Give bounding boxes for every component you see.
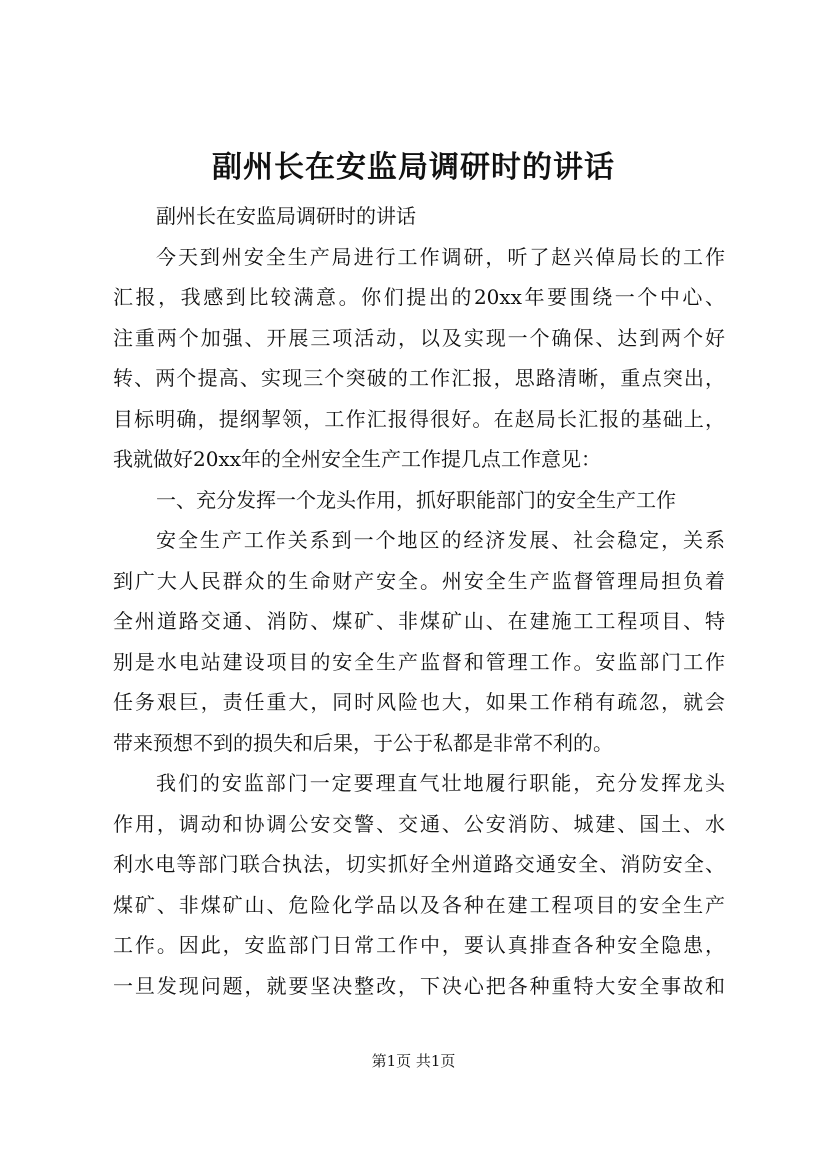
paragraph-line: 我们的安监部门一定要理直气壮地履行职能，充分发挥龙头	[156, 771, 725, 795]
document-body	[113, 196, 725, 1006]
paragraph-line: 任务艰巨，责任重大，同时风险也大，如果工作稍有疏忽，就会	[113, 690, 725, 714]
paragraph-line: 利水电等部门联合执法，切实抓好全州道路交通安全、消防安全、	[113, 852, 725, 876]
document-title: 副州长在安监局调研时的讲话	[212, 150, 615, 185]
paragraph-line: 安全生产工作关系到一个地区的经济发展、社会稳定，关系	[156, 528, 725, 552]
paragraph-line: 目标明确，提纲挈领，工作汇报得很好。在赵局长汇报的基础上，	[113, 406, 725, 431]
paragraph-line: 注重两个加强、开展三项活动，以及实现一个确保、达到两个好	[113, 325, 725, 350]
paragraph-line: 煤矿、非煤矿山、危险化学品以及各种在建工程项目的安全生产	[113, 892, 725, 917]
paragraph-line: 今天到州安全生产局进行工作调研，听了赵兴倬局长的工作	[156, 244, 725, 269]
paragraph-line: 全州道路交通、消防、煤矿、非煤矿山、在建施工工程项目、特	[113, 609, 725, 633]
paragraph-line: 工作。因此，安监部门日常工作中，要认真排查各种安全隐患，	[113, 933, 725, 957]
page-number-footer: 第1页 共1页	[371, 1052, 456, 1070]
paragraph-line: 汇报，我感到比较满意。你们提出的20xx年要围绕一个中心、	[113, 285, 725, 309]
paragraph-line: 一旦发现问题，就要坚决整改，下决心把各种重特大安全事故和	[113, 973, 725, 998]
subtitle-line: 副州长在安监局调研时的讲话	[156, 204, 416, 228]
paragraph-line: 到广大人民群众的生命财产安全。州安全生产监督管理局担负着	[113, 568, 725, 593]
section-heading: 一、充分发挥一个龙头作用，抓好职能部门的安全生产工作	[156, 487, 676, 512]
paragraph-line: 我就做好20xx年的全州安全生产工作提几点工作意见：	[113, 447, 602, 471]
paragraph-line: 别是水电站建设项目的安全生产监督和管理工作。安监部门工作	[113, 649, 725, 674]
paragraph-line: 作用，调动和协调公安交警、交通、公安消防、城建、国土、水	[113, 811, 725, 836]
paragraph-line: 转、两个提高、实现三个突破的工作汇报，思路清晰，重点突出，	[113, 366, 725, 390]
paragraph-line: 带来预想不到的损失和后果，于公于私都是非常不利的。	[113, 730, 613, 755]
